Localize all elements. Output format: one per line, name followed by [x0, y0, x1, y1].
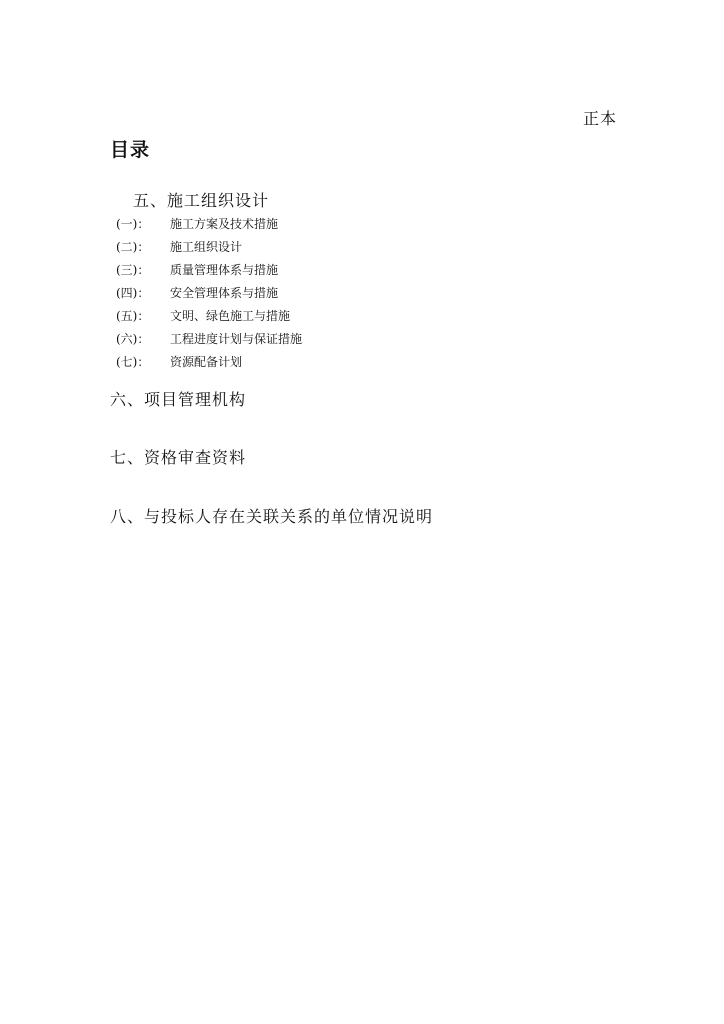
toc-sub-item	[116, 352, 302, 375]
toc-section-six: 六、项目管理机构	[110, 390, 247, 409]
corner-label-original-copy: 正本	[583, 109, 618, 128]
toc-sub-item-number: (六)：	[116, 332, 150, 346]
toc-sub-item-text: 施工组织设计	[170, 240, 243, 254]
toc-sub-item-text: 施工方案及技术措施	[170, 217, 279, 231]
toc-sub-item	[116, 329, 302, 352]
toc-sub-item	[116, 260, 302, 283]
toc-section-seven: 七、资格审查资料	[110, 448, 247, 467]
toc-section-five: 五、施工组织设计	[133, 191, 270, 210]
toc-sub-item-text: 文明、绿色施工与措施	[170, 309, 291, 323]
toc-sub-item-number: (一)：	[116, 217, 150, 231]
toc-sub-item	[116, 283, 302, 306]
toc-sub-item-number: (三)：	[116, 263, 150, 277]
toc-sub-item-text: 资源配备计划	[170, 355, 243, 369]
toc-sub-item-number: (七)：	[116, 355, 150, 369]
toc-sub-item-text: 安全管理体系与措施	[170, 286, 279, 300]
toc-sub-item-text: 工程进度计划与保证措施	[170, 332, 303, 346]
toc-sub-item-text: 质量管理体系与措施	[170, 263, 279, 277]
toc-section-eight: 八、与投标人存在关联关系的单位情况说明	[110, 507, 434, 526]
toc-sub-item	[116, 214, 302, 237]
toc-sub-item-number: (二)：	[116, 240, 150, 254]
toc-sub-item-number: (四)：	[116, 286, 150, 300]
toc-sub-item	[116, 237, 302, 260]
toc-sub-item-number: (五)：	[116, 309, 150, 323]
toc-sub-item	[116, 306, 302, 329]
toc-sub-list	[116, 214, 302, 375]
toc-title: 目录	[110, 139, 151, 161]
